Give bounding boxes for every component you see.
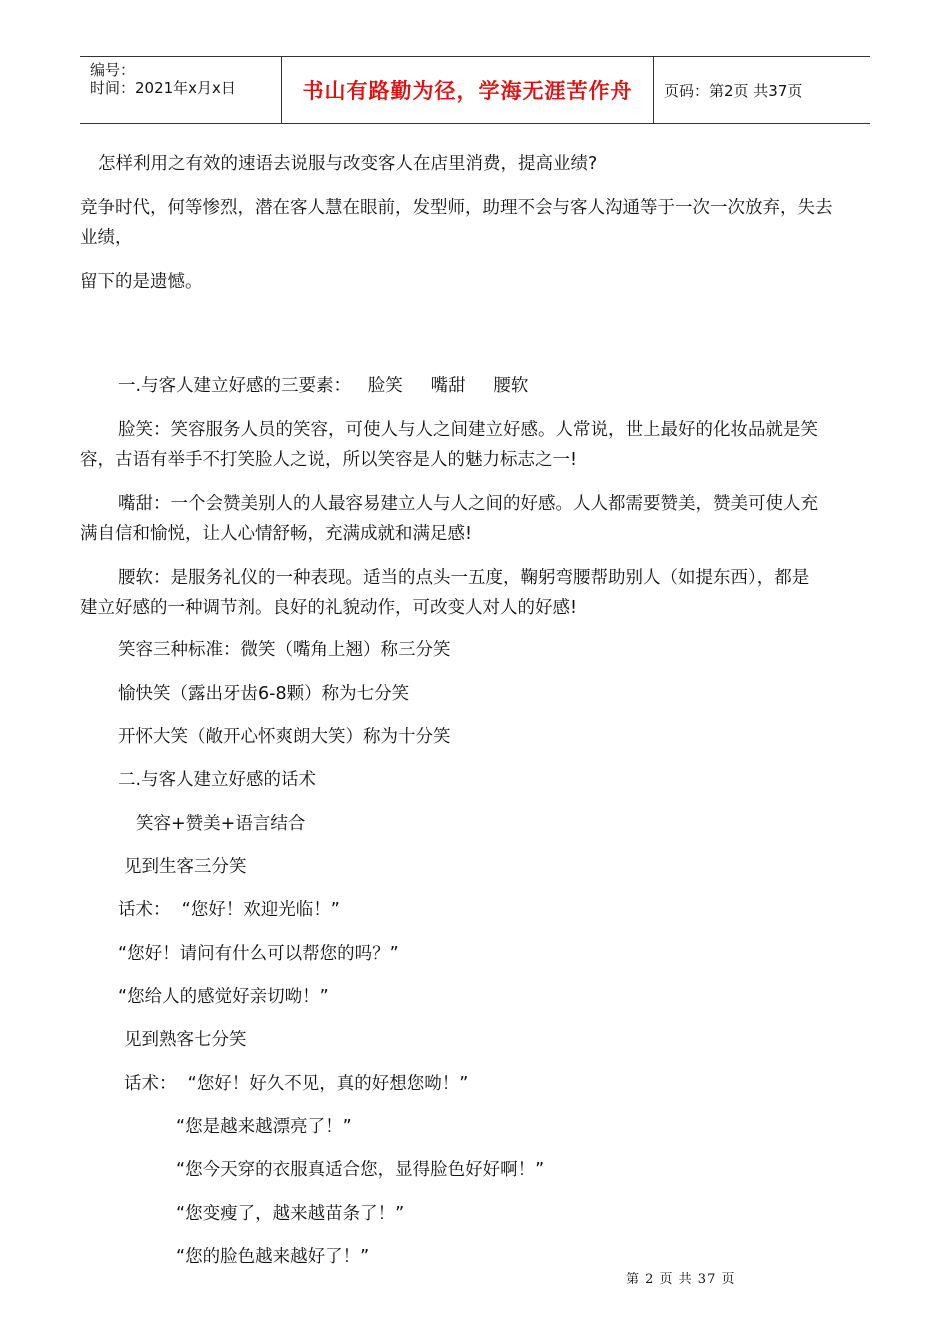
document-header — [80, 56, 870, 124]
regular-customer-heading: 见到熟客七分笑 — [124, 1030, 247, 1050]
script-reg-3: “您今天穿的衣服真适合您，显得脸色好好啊！” — [176, 1160, 545, 1180]
intro-line-3: 留下的是遗憾。 — [80, 272, 203, 292]
script-reg-2: “您是越来越漂亮了！” — [176, 1117, 352, 1137]
intro-question: 怎样利用之有效的速语去说服与改变客人在店里消费，提高业绩? — [98, 154, 598, 174]
header-motto: 书山有路勤为径，学海无涯苦作舟 — [302, 79, 633, 103]
script-reg-4: “您变瘦了，越来越苗条了！” — [176, 1204, 405, 1224]
smile-standard-1: 笑容三种标准：微笑（嘴角上翘）称三分笑 — [118, 640, 451, 660]
page-footer: 第 2 页 共 37 页 — [626, 1272, 736, 1287]
soft-waist-paragraph-line-1: 腰软：是服务礼仪的一种表现。适当的点头一五度，鞠躬弯腰帮助别人（如提东西），都是 — [118, 568, 810, 588]
script-new-1: 话术： “您好！欢迎光临！” — [118, 900, 340, 920]
face-smile-paragraph-line-2: 容，古语有举手不打笑脸人之说，所以笑容是人的魅力标志之一! — [80, 450, 578, 470]
script-reg-1: 话术： “您好！好久不见，真的好想您呦！” — [124, 1074, 469, 1094]
face-smile-paragraph-line-1: 脸笑：笑容服务人员的笑容，可使人与人之间建立好感。人常说，世上最好的化妆品就是笑 — [118, 420, 818, 440]
soft-waist-paragraph-line-2: 建立好感的一种调节剂。良好的礼貌动作，可改变人对人的好感! — [80, 598, 578, 618]
header-page-cell — [654, 57, 870, 123]
script-reg-5: “您的脸色越来越好了！” — [176, 1247, 370, 1267]
header-motto-cell — [282, 57, 654, 123]
sweet-mouth-paragraph-line-1: 嘴甜：一个会赞美别人的人最容易建立人与人之间的好感。人人都需要赞美，赞美可使人充 — [118, 494, 818, 514]
sweet-mouth-paragraph-line-2: 满自信和愉悦，让人心情舒畅，充满成就和满足感! — [80, 524, 473, 544]
script-new-2: “您好！请问有什么可以帮您的吗？” — [118, 944, 399, 964]
document-number-label: 编号： — [90, 61, 136, 79]
header-page-info: 页码：第2页 共37页 — [664, 81, 803, 100]
smile-standard-3: 开怀大笑（敞开心怀爽朗大笑）称为十分笑 — [118, 727, 451, 747]
section-1-title: 一.与客人建立好感的三要素： 脸笑 嘴甜 腰软 — [118, 376, 529, 396]
new-customer-heading: 见到生客三分笑 — [124, 857, 247, 877]
intro-line-2: 业绩， — [80, 228, 133, 248]
script-new-3: “您给人的感觉好亲切呦！” — [118, 987, 329, 1007]
intro-line-1: 竞争时代，何等惨烈，潜在客人慧在眼前，发型师，助理不会与客人沟通等于一次一次放弃，失去 — [80, 198, 833, 218]
smile-standard-2: 愉快笑（露出牙齿6-8颗）称为七分笑 — [118, 684, 410, 704]
document-time-label: 时间：2021年x月x日 — [90, 79, 236, 97]
formula-line: 笑容+赞美+语言结合 — [136, 814, 306, 834]
section-2-title: 二.与客人建立好感的话术 — [118, 770, 317, 790]
header-meta-cell — [80, 57, 282, 123]
